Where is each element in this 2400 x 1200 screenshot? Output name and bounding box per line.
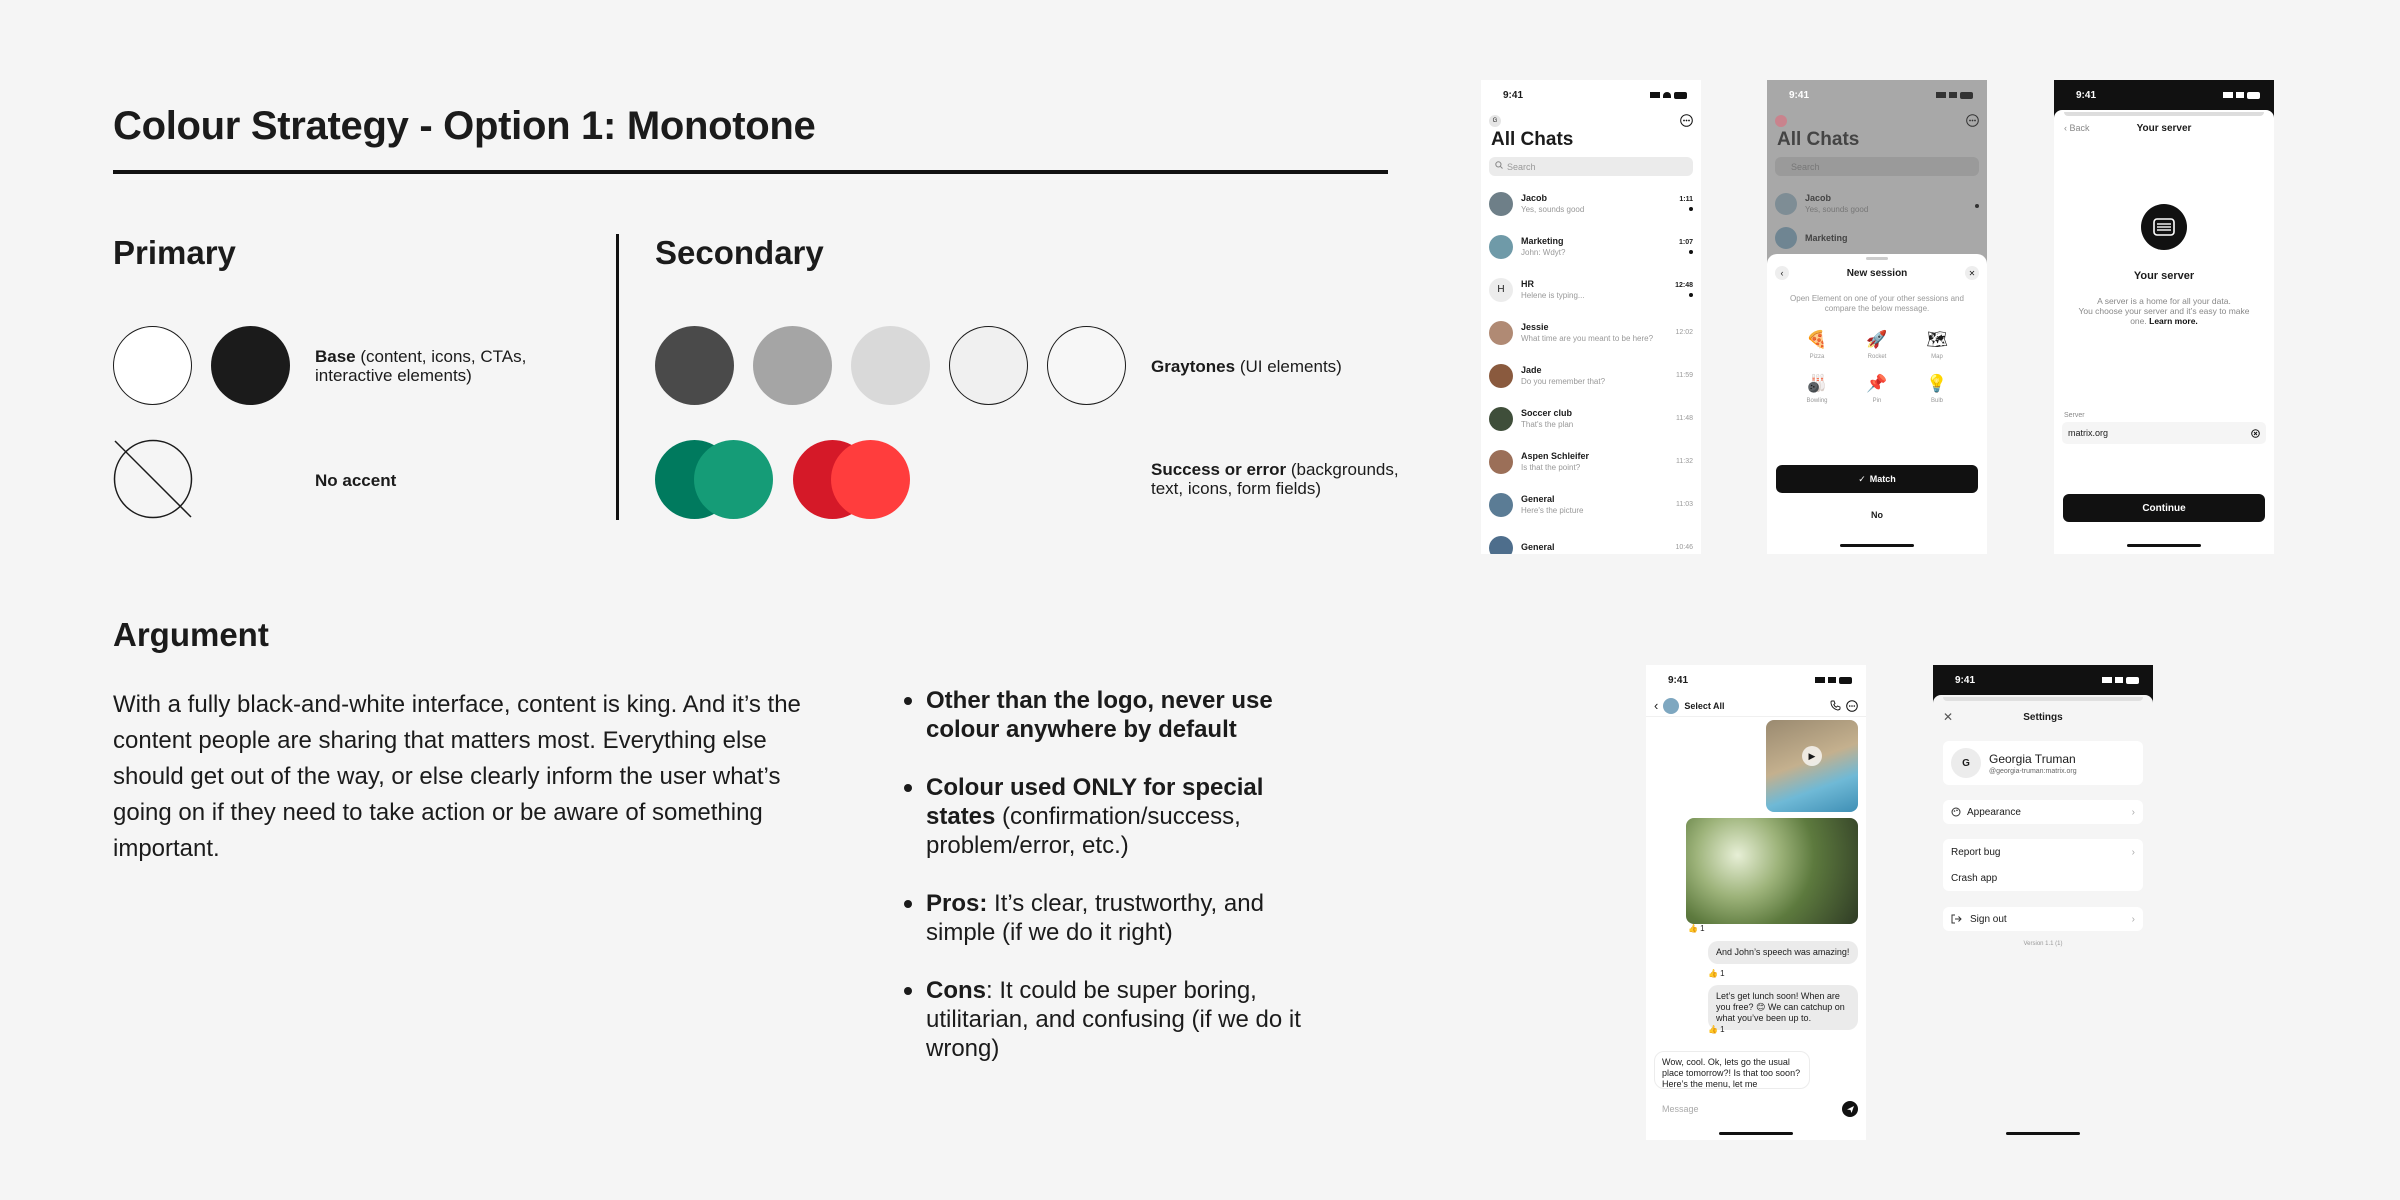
- chats-title: All Chats: [1491, 129, 1574, 150]
- back-icon[interactable]: ‹: [1654, 698, 1659, 713]
- chat-row[interactable]: [1481, 268, 1701, 311]
- chat-time: 12:48: [1675, 282, 1693, 289]
- sign-out-label: Sign out: [1970, 913, 2007, 925]
- search-input[interactable]: [1489, 157, 1693, 176]
- emoji-glyph: 🗺: [1926, 330, 1948, 349]
- reaction-badge[interactable]: 👍 1: [1708, 1025, 1725, 1034]
- argument-heading: Argument: [113, 616, 269, 653]
- bullet-item: [902, 889, 1332, 947]
- swatch-white: [113, 326, 192, 405]
- phone-settings: [1933, 665, 2153, 1140]
- chat-row[interactable]: [1481, 483, 1701, 526]
- message-input[interactable]: Message: [1662, 1104, 1699, 1114]
- phone-icon[interactable]: [1830, 700, 1841, 711]
- bg-chat-row: [1767, 225, 1987, 251]
- search-icon: [1495, 161, 1503, 172]
- status-time: 9:41: [1503, 89, 1524, 101]
- send-icon[interactable]: [1842, 1101, 1858, 1117]
- chat-preview: Here's the picture: [1521, 506, 1584, 515]
- reaction-badge[interactable]: 👍 1: [1688, 924, 1705, 933]
- server-desc-2: You choose your server and it’s easy to make one.: [2078, 306, 2250, 326]
- emoji-label: Pizza: [1809, 354, 1825, 360]
- close-icon[interactable]: ✕: [1943, 710, 1954, 724]
- chat-preview: Yes, sounds good: [1521, 205, 1585, 214]
- chat-name: Jade: [1521, 365, 1542, 375]
- swatch-gray-1: [655, 326, 734, 405]
- profile-card[interactable]: [1943, 741, 2143, 785]
- phone-new-session: [1767, 80, 1987, 554]
- emoji-glyph: 📌: [1866, 374, 1888, 393]
- chat-avatar: [1489, 450, 1513, 474]
- close-icon[interactable]: ✕: [1965, 266, 1979, 280]
- home-indicator: [2127, 544, 2201, 547]
- profile-name: Georgia Truman: [1989, 751, 2076, 766]
- home-indicator: [1719, 1132, 1793, 1135]
- home-indicator: [2006, 1132, 2080, 1135]
- chat-list: [1481, 182, 1701, 554]
- title-underline: [113, 170, 1388, 174]
- section-divider: [616, 234, 619, 520]
- chat-preview: Helene is typing...: [1521, 291, 1585, 300]
- settings-title: Settings: [2023, 712, 2063, 723]
- chevron-left-icon: ‹: [2064, 123, 2070, 133]
- status-bar: [1481, 80, 1701, 110]
- account-avatar[interactable]: G: [1489, 115, 1501, 127]
- emoji-cell: [1907, 330, 1967, 360]
- chat-row[interactable]: [1481, 526, 1701, 554]
- server-heading: Your server: [2133, 270, 2195, 282]
- status-bar: [1933, 665, 2153, 695]
- sheet-title: New session: [1846, 267, 1908, 279]
- match-button[interactable]: [1776, 465, 1978, 493]
- chat-avatar: [1489, 407, 1513, 431]
- room-title: Select All: [1684, 700, 1725, 711]
- more-icon[interactable]: [1846, 700, 1858, 712]
- crash-app-row[interactable]: [1943, 865, 2143, 891]
- no-accent-icon: [113, 439, 193, 519]
- sheet-description: Open Element on one of your other sessions and compare the below message.: [1790, 294, 1964, 313]
- graytones-label-rest: (UI elements): [1235, 357, 1342, 376]
- emoji-cell: [1787, 330, 1847, 360]
- check-icon: ✓: [1858, 473, 1866, 484]
- status-bar: [1646, 665, 1866, 695]
- more-icon: [1966, 114, 1979, 127]
- chat-avatar: H: [1489, 278, 1513, 302]
- crash-app-label: Crash app: [1951, 872, 1998, 884]
- chat-avatar: [1489, 192, 1513, 216]
- version-text: Version 1.1 (1): [2023, 941, 2063, 947]
- chat-row[interactable]: [1481, 397, 1701, 440]
- emoji-cell: [1787, 374, 1847, 404]
- sign-out-icon: [1951, 914, 1962, 924]
- chat-name: Marketing: [1521, 236, 1564, 246]
- account-avatar: [1775, 115, 1787, 127]
- chat-name: Aspen Schleifer: [1521, 451, 1590, 461]
- more-icon[interactable]: [1680, 114, 1693, 127]
- appearance-label: Appearance: [1967, 806, 2021, 818]
- report-bug-label: Report bug: [1951, 846, 2001, 858]
- photo-message-image[interactable]: [1686, 818, 1858, 924]
- swatch-success: [694, 440, 773, 519]
- chat-name: General: [1521, 494, 1555, 504]
- swatch-gray-3: [851, 326, 930, 405]
- profile-id: @georgia-truman:matrix.org: [1989, 767, 2077, 775]
- chat-avatar: [1489, 536, 1513, 555]
- phone-thread: [1646, 665, 1866, 1140]
- continue-button[interactable]: Continue: [2063, 494, 2265, 522]
- swatch-error: [831, 440, 910, 519]
- emoji-label: Bulb: [1930, 398, 1943, 404]
- appearance-row[interactable]: [1943, 800, 2143, 824]
- chat-avatar: [1489, 235, 1513, 259]
- chat-name: General: [1521, 541, 1555, 552]
- debug-group: [1943, 839, 2143, 891]
- reaction-badge[interactable]: 👍 1: [1708, 969, 1725, 978]
- emoji-glyph: 🎳: [1806, 374, 1828, 393]
- chat-name: Soccer club: [1521, 408, 1573, 418]
- chat-avatar: [1489, 364, 1513, 388]
- emoji-cell: [1847, 330, 1907, 360]
- chat-preview: Is that the point?: [1521, 463, 1581, 472]
- bg-chat-row: [1767, 182, 1987, 225]
- chat-time: 11:59: [1676, 372, 1693, 379]
- status-time: 9:41: [1789, 89, 1810, 101]
- bullet-bold: Pros:: [926, 890, 988, 917]
- server-field-label: Server: [2064, 412, 2085, 419]
- emoji-glyph: 🍕: [1806, 330, 1828, 349]
- base-label-bold: Base: [315, 347, 356, 366]
- chat-time: 1:07: [1678, 239, 1693, 246]
- no-button[interactable]: No: [1871, 510, 1883, 520]
- emoji-label: Bowling: [1806, 398, 1828, 404]
- new-session-sheet: [1767, 254, 1987, 554]
- bullet-bold: Colour used ONLY for special states: [926, 774, 1264, 830]
- bullet-rest: : It could be super boring, utilitarian, and confusing (if we do it wrong): [926, 977, 1301, 1062]
- swatch-gray-5: [1047, 326, 1126, 405]
- bullet-rest: (confirmation/success, problem/error, etc.): [926, 803, 1241, 859]
- chat-name: Jacob: [1805, 193, 1832, 203]
- profile-avatar: G: [1951, 748, 1981, 778]
- chat-avatar: [1489, 321, 1513, 345]
- swatch-gray-4: [949, 326, 1028, 405]
- phone-your-server: [2054, 80, 2274, 554]
- chat-row[interactable]: [1481, 311, 1701, 354]
- bullet-bold: Cons: [926, 977, 986, 1004]
- chat-avatar: [1489, 493, 1513, 517]
- chat-row[interactable]: [1481, 225, 1701, 268]
- server-description: [2054, 296, 2274, 326]
- chat-row[interactable]: [1481, 182, 1701, 225]
- chat-preview: John: Wdyt?: [1521, 248, 1566, 257]
- chat-time: 11:32: [1676, 458, 1693, 465]
- emoji-label: Rocket: [1867, 354, 1887, 360]
- status-bar: [1767, 80, 1987, 110]
- back-icon[interactable]: ‹: [1775, 266, 1789, 280]
- status-icons: [1650, 92, 1687, 99]
- clear-icon[interactable]: [2251, 429, 2260, 438]
- back-label: Back: [2069, 123, 2090, 133]
- server-input[interactable]: [2062, 422, 2266, 444]
- swatch-gray-2: [753, 326, 832, 405]
- status-icons: [1815, 677, 1852, 684]
- bg-search: [1775, 157, 1979, 176]
- server-icon: [2141, 204, 2187, 250]
- learn-more-link[interactable]: Learn more.: [2149, 316, 2198, 326]
- status-time: 9:41: [1955, 674, 1976, 686]
- status-label: [1151, 460, 1401, 498]
- chat-time: 11:48: [1676, 415, 1693, 422]
- chevron-right-icon: ›: [2131, 806, 2135, 818]
- server-desc-1: A server is a home for all your data.: [2097, 296, 2231, 306]
- argument-bullets: [902, 686, 1332, 1092]
- chat-preview: What time are you meant to be here?: [1521, 334, 1654, 343]
- bullet-item: [902, 976, 1332, 1063]
- status-label-rest: (backgrounds, text, icons, form fields): [1151, 460, 1399, 498]
- chat-time: 12:02: [1675, 329, 1693, 336]
- status-label-bold: Success or error: [1151, 460, 1287, 479]
- unread-dot: [1689, 250, 1693, 254]
- message-bubble: Wow, cool. Ok, lets go the usual place tomorrow?! Is that too soon? Here’s the menu, let me: [1654, 1051, 1810, 1089]
- bullet-bold: Other than the logo, never use colour anywhere by default: [926, 687, 1273, 743]
- chat-time: 10:46: [1675, 544, 1693, 551]
- room-avatar: [1663, 698, 1679, 714]
- bullet-item: [902, 773, 1332, 860]
- chat-name: HR: [1521, 279, 1534, 289]
- chat-preview: Do you remember that?: [1521, 377, 1606, 386]
- composer: [1654, 1099, 1858, 1119]
- argument-text: With a fully black-and-white interface, content is king. And it’s the content people are sharing that matters most. Everything else should get out of the way, or else clearly inform the user what’s going on if they need to take action or be aware of something important.: [113, 691, 801, 862]
- base-label: [315, 347, 545, 385]
- palette-icon: [1951, 807, 1961, 817]
- status-bar: [2054, 80, 2274, 110]
- page-title: Colour Strategy - Option 1: Monotone: [113, 104, 816, 148]
- unread-dot: [1689, 207, 1693, 211]
- emoji-glyph: 💡: [1926, 374, 1948, 393]
- bullet-rest: It’s clear, trustworthy, and simple (if we do it right): [926, 890, 1264, 946]
- emoji-grid: [1767, 330, 1987, 404]
- chat-time: 1:11: [1679, 196, 1693, 203]
- emoji-cell: [1907, 374, 1967, 404]
- server-input-value: matrix.org: [2068, 428, 2109, 438]
- chat-name: Marketing: [1805, 233, 1848, 243]
- avatar: [1775, 227, 1797, 249]
- status-time: 9:41: [2076, 89, 2097, 101]
- home-indicator: [1840, 544, 1914, 547]
- primary-heading: Primary: [113, 234, 236, 271]
- emoji-cell: [1847, 374, 1907, 404]
- chevron-right-icon: ›: [2131, 846, 2135, 858]
- bg-chats-title: All Chats: [1777, 129, 1860, 150]
- chevron-right-icon: ›: [2131, 913, 2135, 925]
- chat-preview: Yes, sounds good: [1805, 205, 1869, 214]
- chat-preview: That's the plan: [1521, 420, 1574, 429]
- graytones-label: [1151, 357, 1342, 376]
- play-icon[interactable]: ▶: [1802, 746, 1822, 766]
- status-icons: [2223, 92, 2260, 99]
- emoji-glyph: 🚀: [1866, 330, 1888, 349]
- video-message-image[interactable]: [1766, 720, 1858, 812]
- chat-time: 11:03: [1676, 501, 1693, 508]
- unread-dot: [1689, 293, 1693, 297]
- chat-name: Jessie: [1521, 322, 1549, 332]
- nav-title: Your server: [2136, 123, 2192, 134]
- message-bubble: And John’s speech was amazing!: [1708, 941, 1858, 964]
- report-bug-row[interactable]: [1943, 839, 2143, 865]
- match-label: Match: [1869, 474, 1896, 484]
- emoji-label: Pin: [1872, 398, 1882, 404]
- sign-out-row[interactable]: [1943, 907, 2143, 931]
- message-bubble: Let’s get lunch soon! When are you free? 😊 We can catchup on what you’ve been up to.: [1708, 985, 1858, 1030]
- search-placeholder: Search: [1507, 161, 1536, 172]
- no-accent-label: No accent: [315, 471, 397, 490]
- swatch-black: [211, 326, 290, 405]
- unread-dot: [1975, 204, 1979, 208]
- chat-name: Jacob: [1521, 193, 1548, 203]
- phone-all-chats: [1481, 80, 1701, 554]
- secondary-heading: Secondary: [655, 234, 824, 271]
- base-label-rest: (content, icons, CTAs, interactive elements): [315, 347, 527, 385]
- emoji-label: Map: [1931, 354, 1943, 360]
- bg-search-placeholder: Search: [1791, 161, 1820, 172]
- graytones-label-bold: Graytones: [1151, 357, 1236, 376]
- status-icons: [2102, 677, 2139, 684]
- chat-row[interactable]: [1481, 354, 1701, 397]
- status-time: 9:41: [1668, 674, 1689, 686]
- status-icons: [1936, 92, 1973, 99]
- chat-row[interactable]: [1481, 440, 1701, 483]
- bullet-item: [902, 686, 1332, 744]
- avatar: [1775, 193, 1797, 215]
